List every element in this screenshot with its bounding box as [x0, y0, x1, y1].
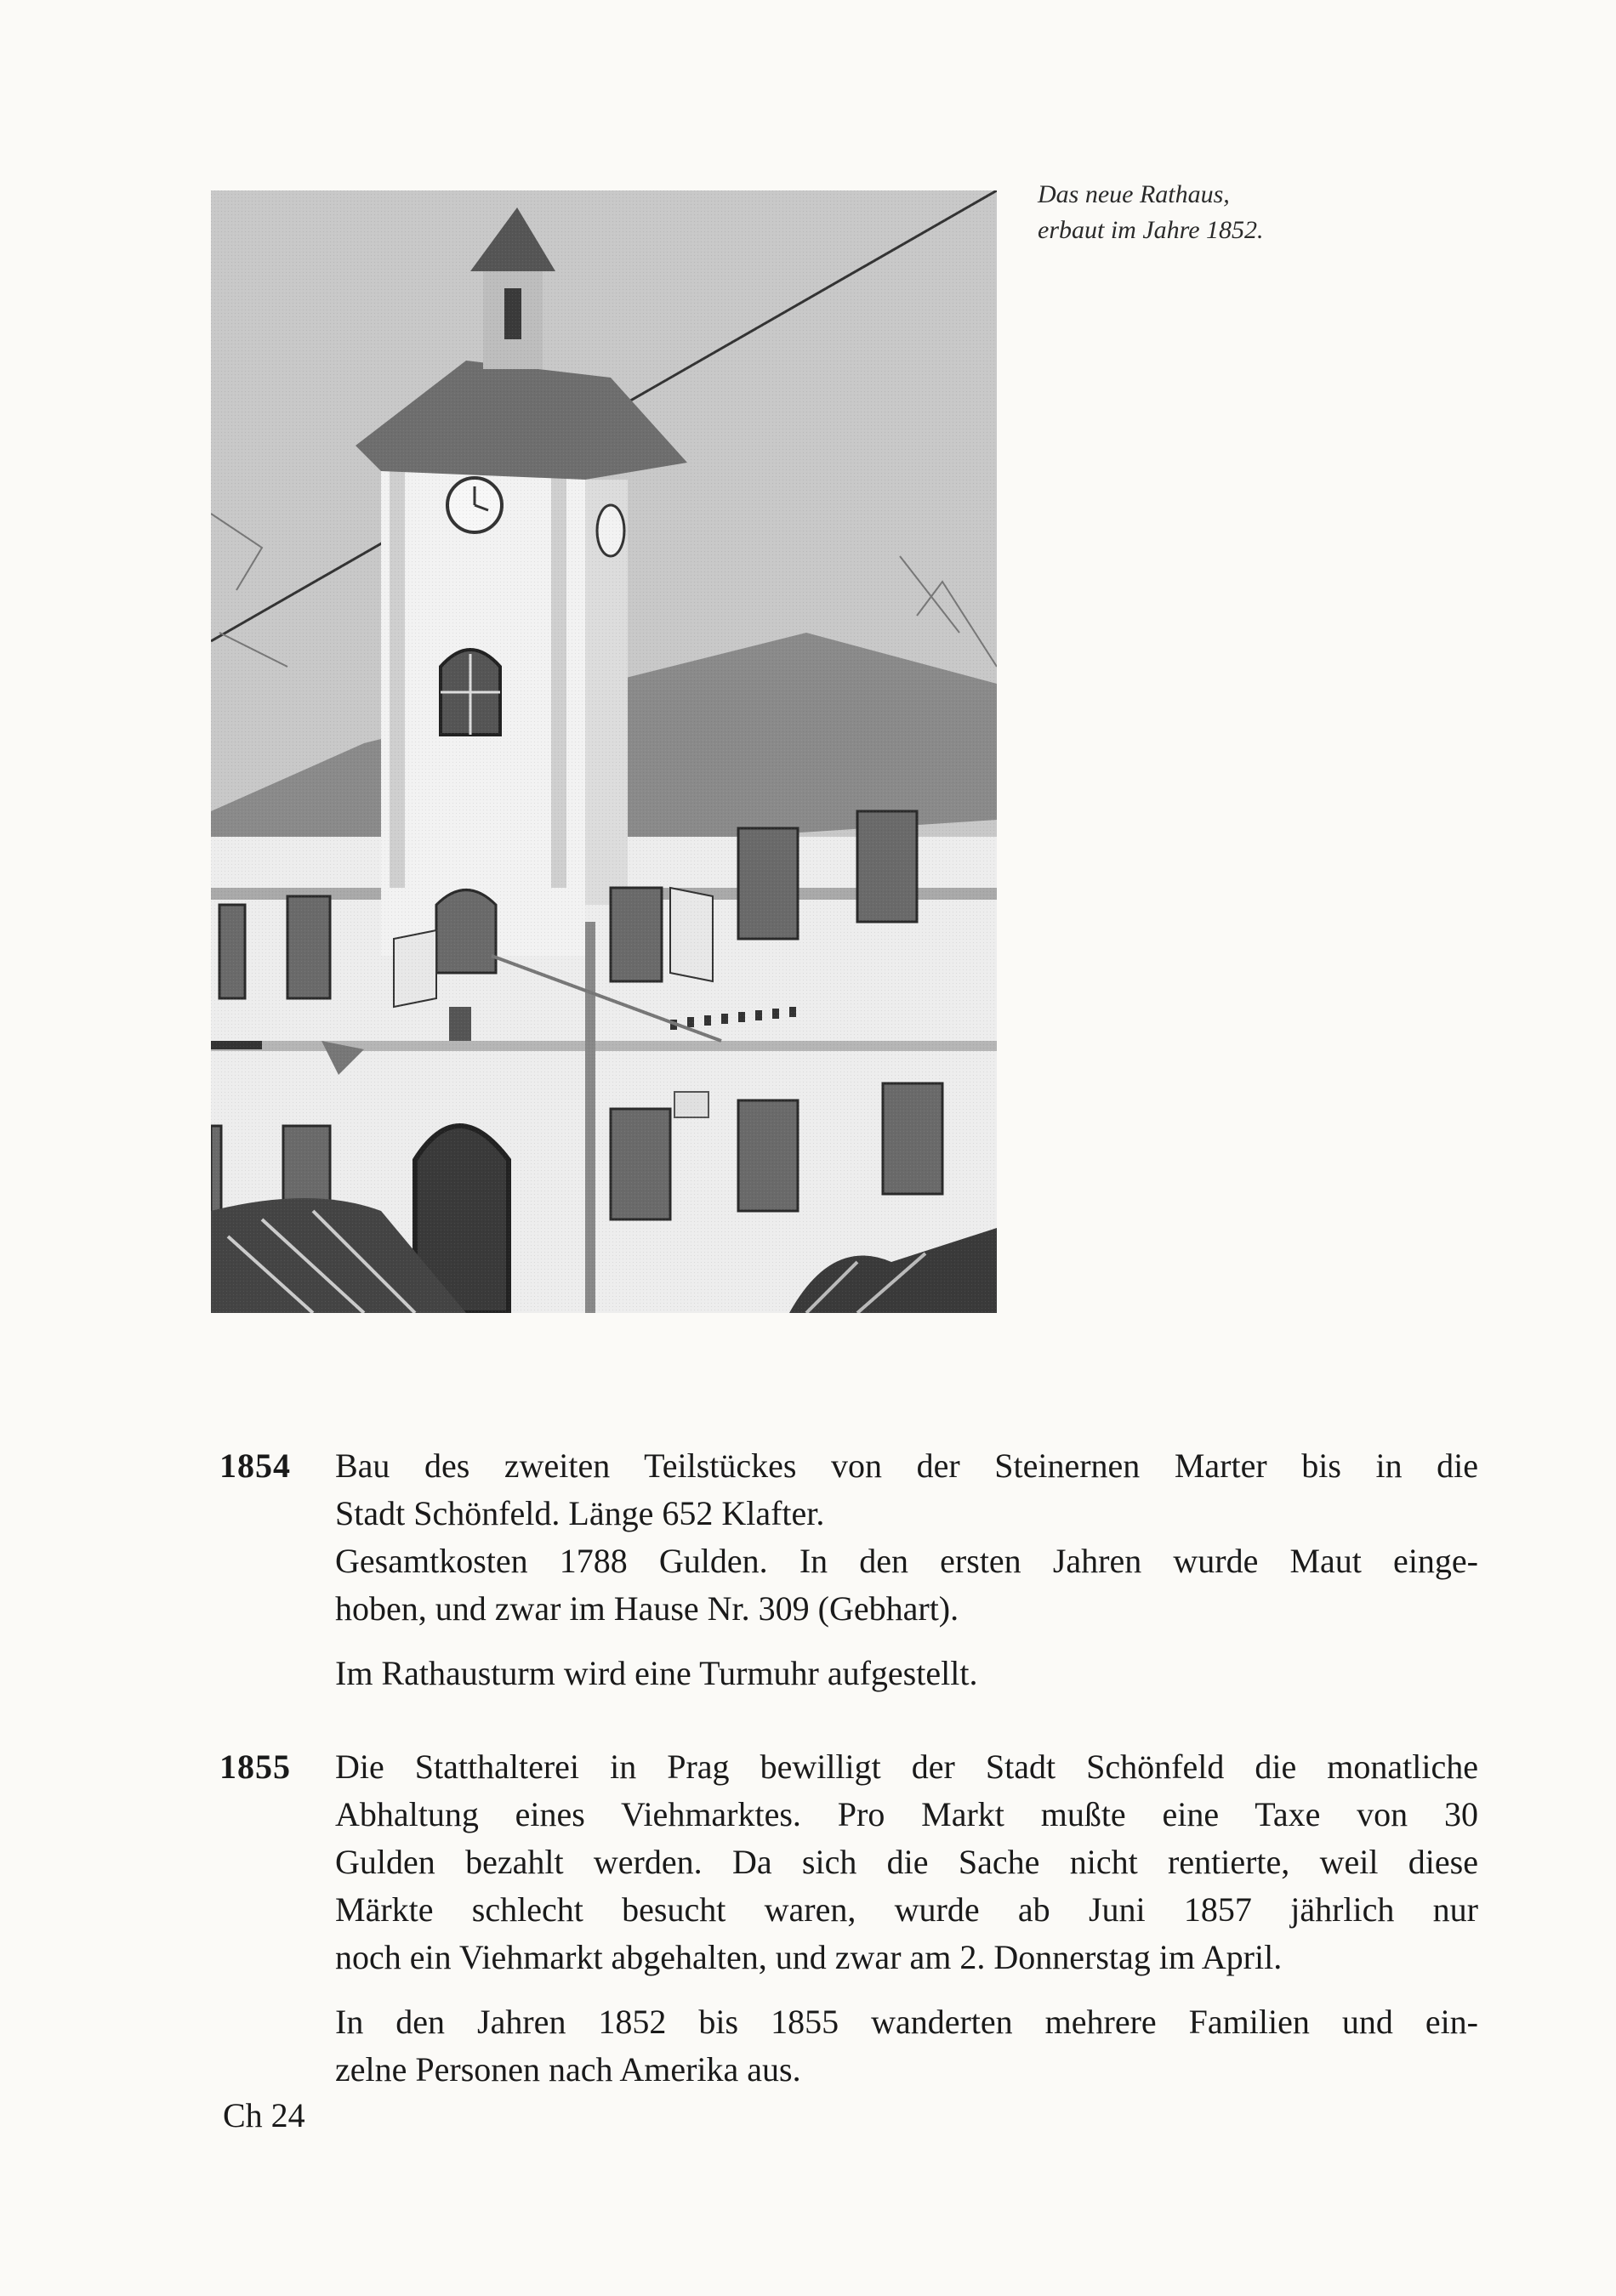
text-line: Im Rathausturm wird eine Turmuhr aufgestellt.: [335, 1654, 978, 1692]
page-number: Ch 24: [223, 2096, 305, 2134]
text-line: Gesamtkosten 1788 Gulden. In den ersten Jahren wurde Maut einge-: [335, 1542, 1478, 1580]
text-line: Märkte schlecht besucht waren, wurde ab Juni 1857 jährlich nur: [335, 1890, 1478, 1929]
caption-line-2: erbaut im Jahre 1852.: [1038, 216, 1264, 244]
text-line: Bau des zweiten Teilstückes von der Steinernen Marter bis in die: [335, 1446, 1478, 1485]
text-line: noch ein Viehmarkt abgehalten, und zwar am 2. Donnerstag im April.: [335, 1938, 1283, 1976]
entry-paragraph: [335, 1442, 1478, 1633]
text-line: Gulden bezahlt werden. Da sich die Sache nicht rentierte, weil diese: [335, 1843, 1478, 1881]
entry-paragraph: [335, 1743, 1478, 1981]
text-line: hoben, und zwar im Hause Nr. 309 (Gebhart).: [335, 1589, 959, 1628]
text-line: Abhaltung eines Viehmarktes. Pro Markt mußte eine Taxe von 30: [335, 1795, 1478, 1833]
chronicle-entry-1854: [219, 1442, 1478, 1697]
entry-year: 1855: [219, 1748, 291, 1786]
text-line: Die Statthalterei in Prag bewilligt der Stadt Schönfeld die monatliche: [335, 1748, 1478, 1786]
caption-line-1: Das neue Rathaus,: [1038, 180, 1230, 208]
text-line: In den Jahren 1852 bis 1855 wanderten mehrere Familien und ein-: [335, 2003, 1478, 2041]
town-hall-icon: [211, 190, 997, 1313]
text-line: Stadt Schönfeld. Länge 652 Klafter.: [335, 1494, 825, 1532]
text-line: zelne Personen nach Amerika aus.: [335, 2050, 801, 2089]
photo-caption: [1038, 177, 1264, 248]
chronicle-entry-1855: [219, 1743, 1478, 2094]
entry-paragraph: [335, 1998, 1478, 2094]
town-hall-photo: [211, 190, 997, 1313]
entry-year: 1854: [219, 1446, 291, 1485]
entry-paragraph: [335, 1650, 1478, 1697]
